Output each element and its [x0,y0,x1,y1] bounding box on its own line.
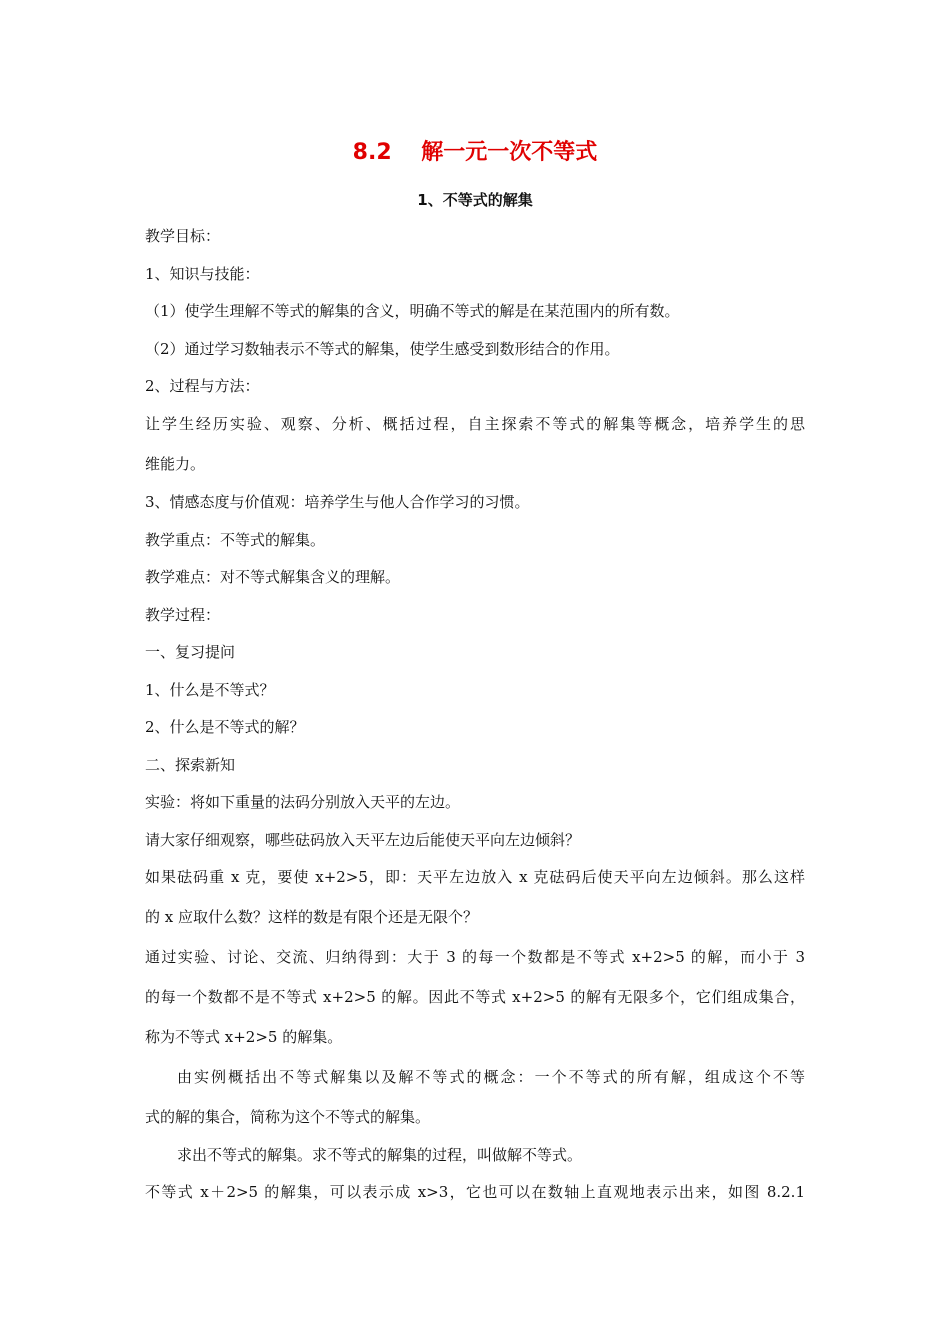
text-line: 教学目标： [145,227,221,245]
text-line: 的 x 应取什么数？这样的数是有限个还是无限个？ [145,908,478,926]
text-line: 1、知识与技能： [145,265,260,283]
text-line: 一、复习提问 [145,643,236,661]
text-line: 通过实验、讨论、交流、归纳得到：大于 3 的每一个数都是不等式 x+2>5 的解，而小于 3 [145,948,805,966]
text-line: 请大家仔细观察，哪些砝码放入天平左边后能使天平向左边倾斜？ [145,831,581,849]
text-line: （1）使学生理解不等式的解集的含义，明确不等式的解是在某范围内的所有数。 [145,302,680,320]
text-line: 的每一个数都不是不等式 x+2>5 的解。因此不等式 x+2>5 的解有无限多个，它们组成集合， [145,988,805,1006]
page-title: 8.2 解一元一次不等式 [352,140,598,165]
text-line: 二、探索新知 [145,756,236,774]
text-line: 式的解的集合，简称为这个不等式的解集。 [145,1108,431,1126]
text-line: 称为不等式 x+2>5 的解集。 [145,1028,343,1046]
text-line: 维能力。 [145,455,206,473]
text-line: 由实例概括出不等式解集以及解不等式的概念：一个不等式的所有解，组成这个不等 [177,1068,805,1086]
text-line: 教学重点：不等式的解集。 [145,531,326,549]
text-line: 让学生经历实验、观察、分析、概括过程，自主探索不等式的解集等概念，培养学生的思 [145,415,805,433]
text-line: 教学难点：对不等式解集含义的理解。 [145,568,401,586]
text-line: 1、什么是不等式？ [145,681,275,699]
text-line: 不等式 x＋2>5 的解集，可以表示成 x>3，它也可以在数轴上直观地表示出来，如图 8.2.1 [145,1183,805,1201]
text-line: 2、什么是不等式的解？ [145,718,305,736]
text-line: 2、过程与方法： [145,377,260,395]
text-line: 教学过程： [145,606,221,624]
text-line: 3、情感态度与价值观：培养学生与他人合作学习的习惯。 [145,493,530,511]
text-line: 求出不等式的解集。求不等式的解集的过程，叫做解不等式。 [177,1146,583,1164]
text-line: 实验：将如下重量的法码分别放入天平的左边。 [145,793,461,811]
section-subtitle: 1、不等式的解集 [417,191,533,209]
text-line: 如果砝码重 x 克，要使 x+2>5，即：天平左边放入 x 克砝码后使天平向左边倾斜。那么这样 [145,868,805,886]
text-line: （2）通过学习数轴表示不等式的解集，使学生感受到数形结合的作用。 [145,340,620,358]
